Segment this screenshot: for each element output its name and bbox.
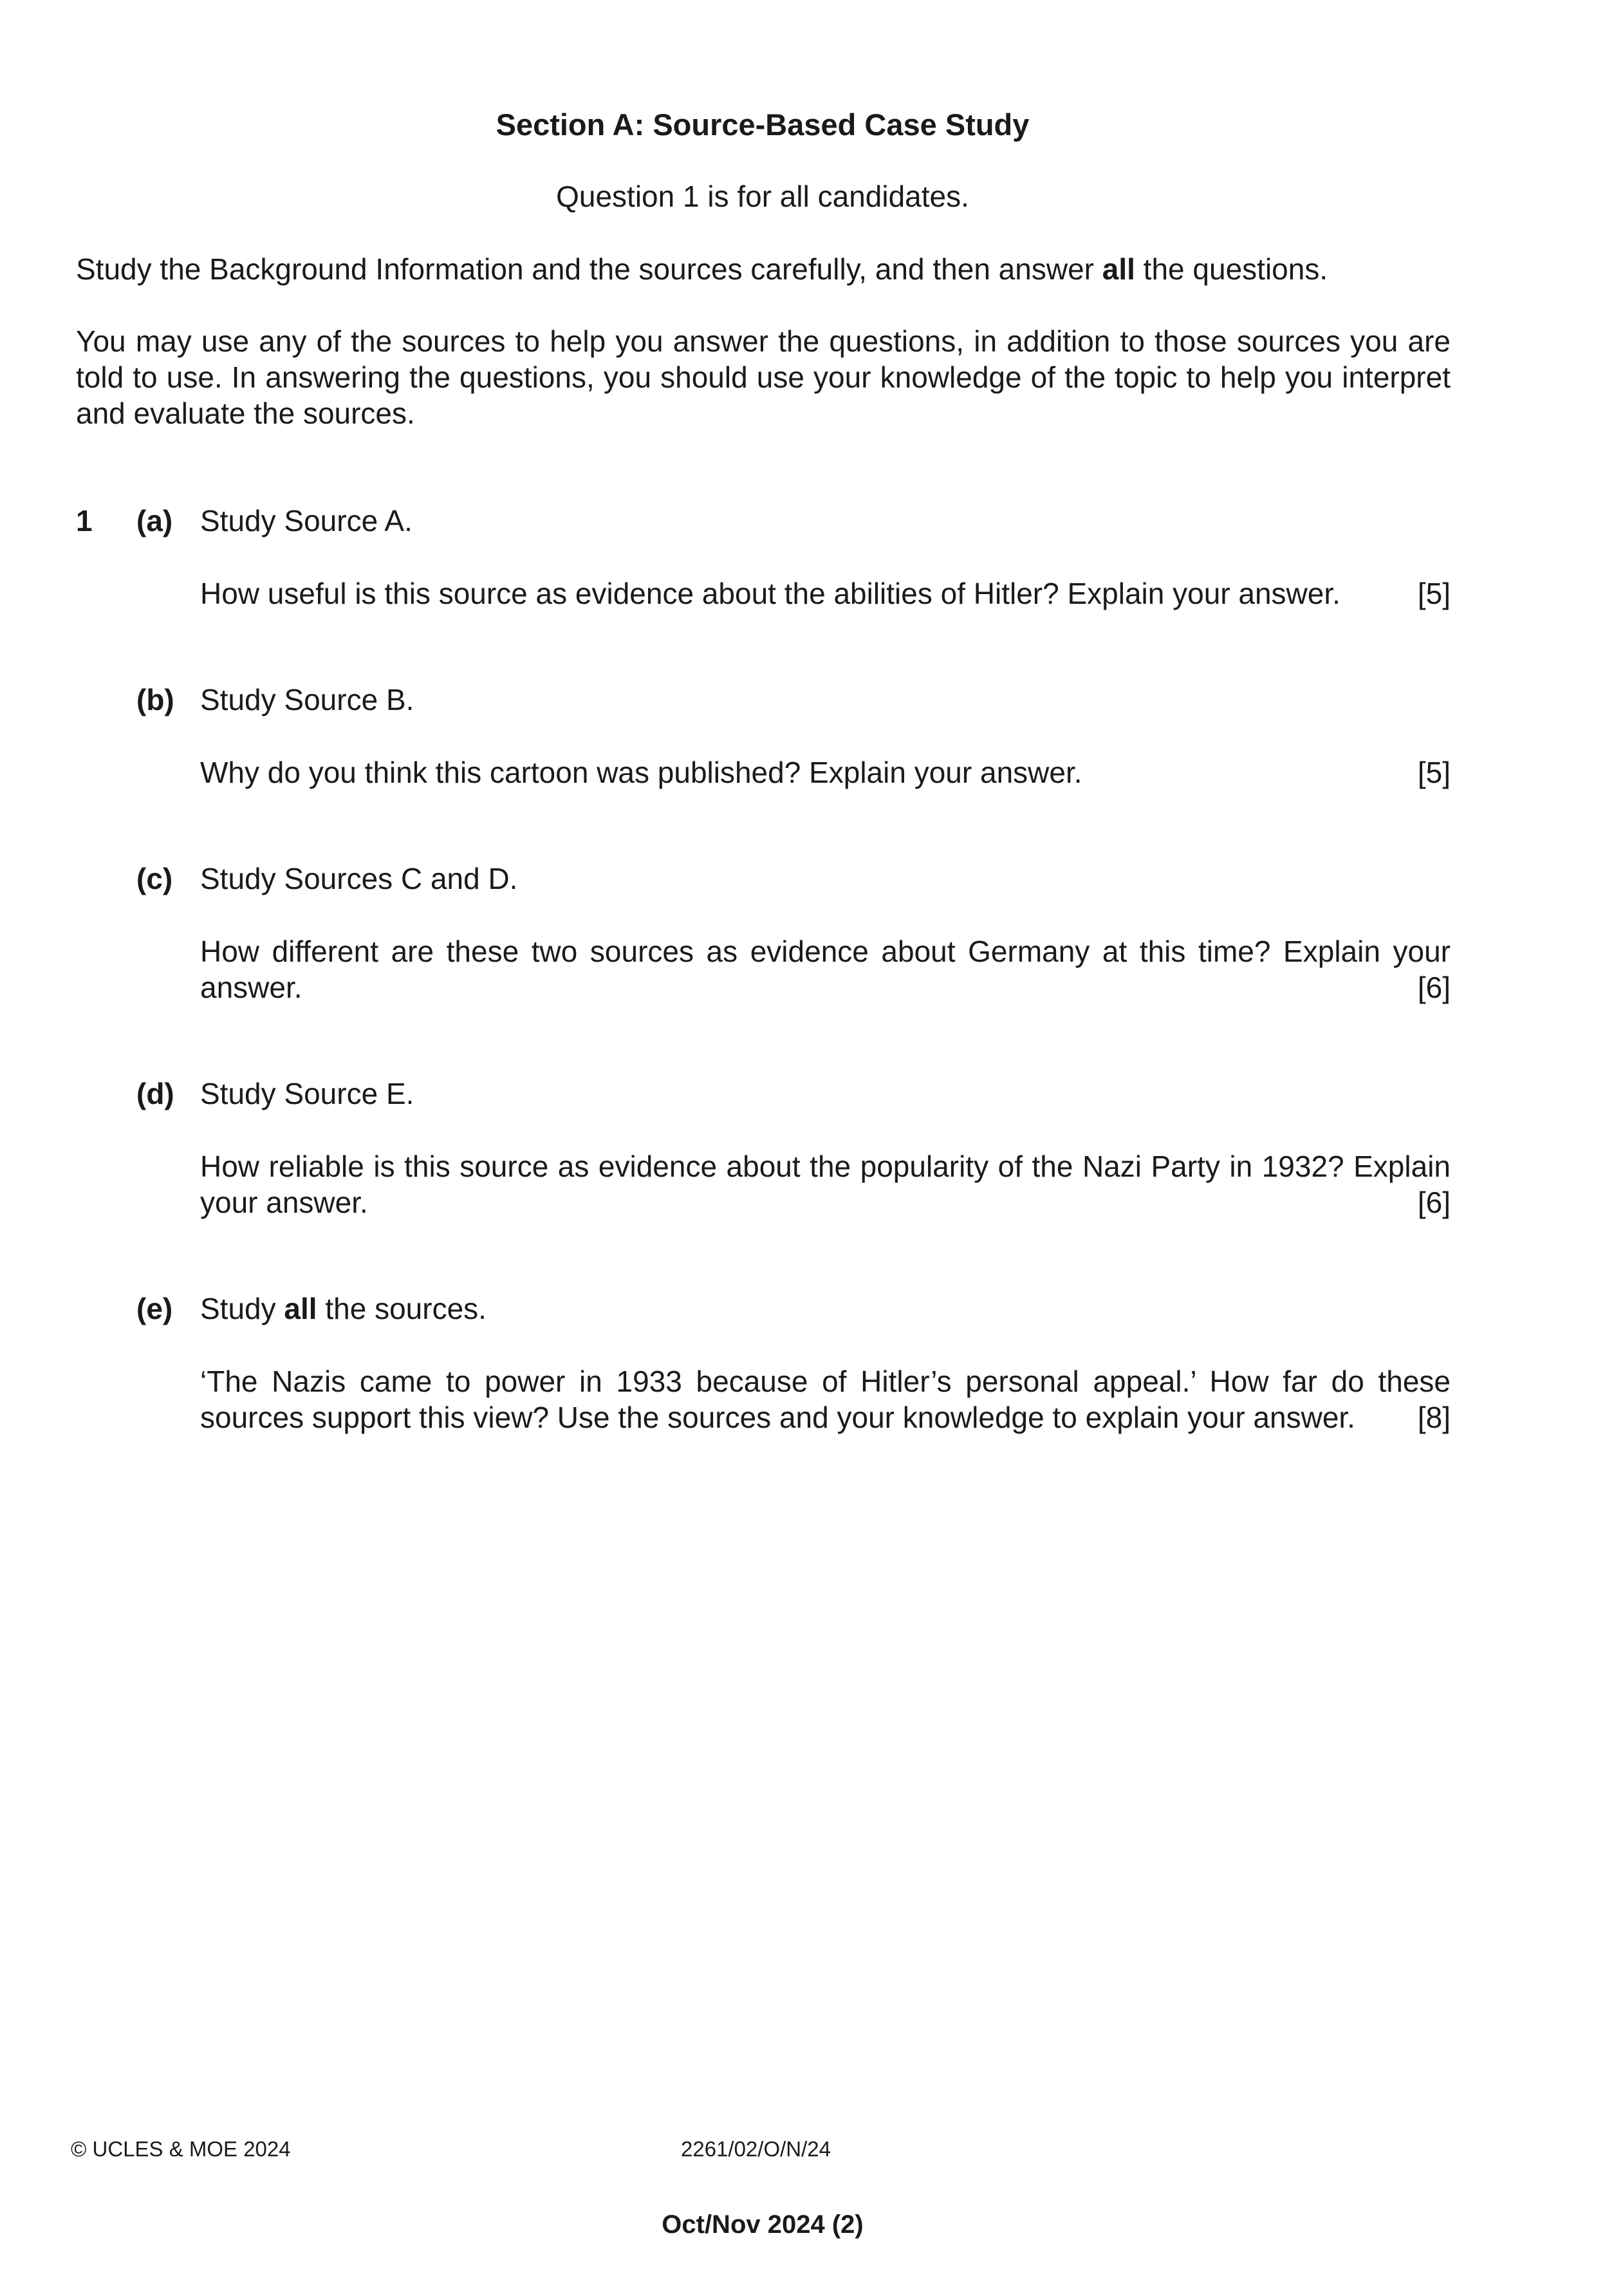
- part-b-text: Why do you think this cartoon was published? Explain your answer.: [200, 756, 1082, 789]
- part-c-mark: [6]: [1417, 971, 1451, 1004]
- part-a-mark: [5]: [1417, 577, 1451, 610]
- part-e-question: [200, 1363, 1451, 1435]
- part-d-text-line-1: How reliable is this source as evidence about the popularity of the Nazi Party in 1932? Explain: [200, 1150, 1451, 1183]
- part-b-stem: Study Source B.: [200, 683, 414, 716]
- part-label-b: (b): [136, 683, 174, 716]
- question-number: 1: [76, 504, 93, 537]
- part-d-text-line-2: your answer.: [200, 1186, 368, 1219]
- part-label-d: (d): [136, 1077, 174, 1110]
- part-e-stem-emphasis: all: [284, 1292, 317, 1325]
- part-label-c: (c): [136, 862, 173, 895]
- part-c-text-line-2: answer.: [200, 971, 302, 1004]
- part-e-stem-text: the sources.: [317, 1292, 487, 1325]
- part-e-mark: [8]: [1417, 1401, 1451, 1434]
- instruction-text: Study the Background Information and the sources carefully, and then answer: [76, 252, 1102, 286]
- part-d-text-line-2-row: [200, 1184, 1451, 1220]
- part-a-text: How useful is this source as evidence about the abilities of Hitler? Explain your answer.: [200, 577, 1340, 610]
- part-e-stem: [200, 1291, 487, 1326]
- part-d-question: [200, 1148, 1451, 1220]
- part-c-stem: Study Sources C and D.: [200, 862, 518, 895]
- instruction-paragraph-1: [76, 251, 1451, 287]
- part-b-question: [200, 754, 1451, 790]
- part-c-text-line-2-row: [200, 969, 1451, 1005]
- footer-copyright: © UCLES & MOE 2024: [71, 2137, 291, 2161]
- part-c-text-line-1: How different are these two sources as evidence about Germany at this time? Explain your: [200, 935, 1451, 968]
- part-c-question: [200, 933, 1451, 1005]
- instruction-paragraph-2: You may use any of the sources to help you answer the questions, in addition to those sources you are told to use. In answering the questions, you should use your knowledge of the topic to help you interpret and evaluate the sources.: [76, 324, 1451, 430]
- part-d-stem: Study Source E.: [200, 1077, 414, 1110]
- part-e-text-line-2: sources support this view? Use the sources and your knowledge to explain your answer.: [200, 1401, 1355, 1434]
- footer-paper-code: 2261/02/O/N/24: [681, 2137, 831, 2161]
- part-label-e: (e): [136, 1292, 173, 1325]
- part-d-mark: [6]: [1417, 1186, 1451, 1219]
- part-e-stem-text: Study: [200, 1292, 284, 1325]
- part-b-mark: [5]: [1417, 756, 1451, 789]
- part-e-text-line-2-row: [200, 1399, 1451, 1435]
- section-subtitle: Question 1 is for all candidates.: [556, 180, 969, 213]
- section-title: Section A: Source-Based Case Study: [496, 107, 1030, 142]
- part-e-text-line-1: ‘The Nazis came to power in 1933 because of Hitler’s personal appeal.’ How far do these: [200, 1365, 1451, 1398]
- instruction-text: the questions.: [1135, 252, 1328, 286]
- part-a-stem: Study Source A.: [200, 504, 413, 537]
- part-label-a: (a): [136, 504, 173, 537]
- part-a-question: [200, 575, 1451, 611]
- footer-session: Oct/Nov 2024 (2): [662, 2210, 864, 2239]
- instruction-emphasis: all: [1102, 252, 1135, 286]
